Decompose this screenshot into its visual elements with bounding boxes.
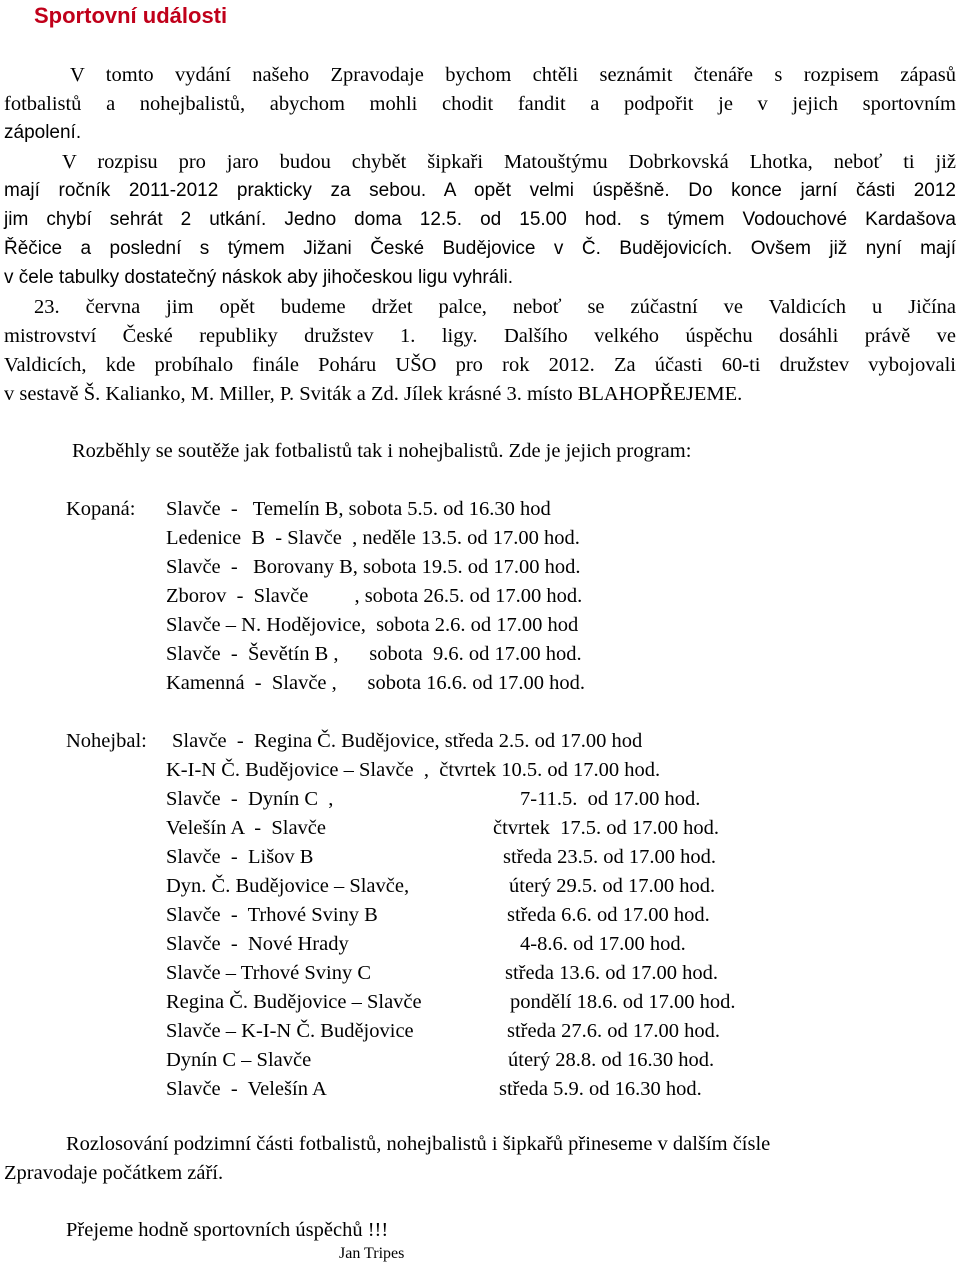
paragraph-line: zápolení. [4, 122, 82, 143]
nohejbal-match: Slavče – K-I-N Č. Budějovice [166, 1020, 414, 1042]
nohejbal-match: Slavče - Velešín A [166, 1078, 327, 1100]
paragraph-line: V tomto vydání našeho Zpravodaje bychom chtěli seznámit čtenáře s rozpisem zápasů [70, 64, 956, 86]
nohejbal-match: Slavče - Trhové Sviny B [166, 904, 378, 926]
football-match: Slavče - Borovany B, sobota 19.5. od 17.00 hod. [166, 556, 581, 578]
nohejbal-match: Slavče – Trhové Sviny C [166, 962, 372, 984]
nohejbal-match-time: pondělí 18.6. od 17.00 hod. [510, 991, 736, 1013]
nohejbal-match-time: středa 27.6. od 17.00 hod. [507, 1020, 720, 1042]
paragraph-line: v sestavě Š. Kalianko, M. Miller, P. Sviták a Zd. Jílek krásné 3. místo BLAHOPŘEJEME. [4, 383, 743, 405]
closing-line: Zpravodaje počátkem září. [4, 1162, 224, 1184]
paragraph-line: 23. června jim opět budeme držet palce, neboť se zúčastní ve Valdicích u Jičína [34, 296, 956, 318]
nohejbal-match-time: úterý 29.5. od 17.00 hod. [509, 875, 716, 897]
football-match: Slavče – N. Hodějovice, sobota 2.6. od 17.00 hod [166, 614, 579, 636]
schedule-intro: Rozběhly se soutěže jak fotbalistů tak i nohejbalistů. Zde je jejich program: [72, 440, 692, 462]
nohejbal-match-time: středa 5.9. od 16.30 hod. [499, 1078, 702, 1100]
football-match: Slavče - Temelín B, sobota 5.5. od 16.30 hod [166, 498, 551, 520]
wish-line: Přejeme hodně sportovních úspěchů !!! [66, 1219, 389, 1241]
nohejbal-match-time: úterý 28.8. od 16.30 hod. [508, 1049, 715, 1071]
nohejbal-match-time: 7-11.5. od 17.00 hod. [520, 788, 701, 810]
nohejbal-match: K-I-N Č. Budějovice – Slavče , čtvrtek 10.5. od 17.00 hod. [166, 759, 661, 781]
nohejbal-match: Slavče - Lišov B [166, 846, 314, 868]
nohejbal-match: Slavče - Regina Č. Budějovice, středa 2.5. od 17.00 hod [172, 730, 643, 752]
nohejbal-match-time: čtvrtek 17.5. od 17.00 hod. [493, 817, 720, 839]
football-label: Kopaná: [66, 498, 136, 520]
nohejbal-match: Slavče - Dynín C , [166, 788, 334, 810]
nohejbal-match: Regina Č. Budějovice – Slavče [166, 991, 422, 1013]
paragraph-line: Řěčice a poslední s týmem Jižani České Budějovice v Č. Budějovicích. Ovšem již nyní mají [4, 238, 956, 259]
paragraph-line: mistrovství České republiky družstev 1. ligy. Dalšího velkého úspěchu dosáhli právě ve [4, 325, 956, 347]
paragraph-line: v čele tabulky dostatečný náskok aby jihočeskou ligu vyhráli. [4, 267, 514, 288]
paragraph-line: jim chybí sehrát 2 utkání. Jedno doma 12.5. od 15.00 hod. s týmem Vodouchové Kardašova [4, 209, 956, 230]
football-match: Slavče - Ševětín B , sobota 9.6. od 17.00 hod. [166, 643, 582, 665]
paragraph-line: fotbalistů a nohejbalistů, abychom mohli chodit fandit a podpořit je v jejich sportovním [4, 93, 956, 115]
nohejbal-match: Dyn. Č. Budějovice – Slavče, [166, 875, 410, 897]
nohejbal-match: Dynín C – Slavče [166, 1049, 312, 1071]
football-match: Ledenice B - Slavče , neděle 13.5. od 17.00 hod. [166, 527, 580, 549]
football-match: Kamenná - Slavče , sobota 16.6. od 17.00 hod. [166, 672, 586, 694]
paragraph-line: V rozpisu pro jaro budou chybět šipkaři Matouštýmu Dobrkovská Lhotka, neboť ti již [62, 151, 956, 173]
nohejbal-label: Nohejbal: [66, 730, 147, 752]
paragraph-line: mají ročník 2011-2012 prakticky za sebou. A opět velmi úspěšně. Do konce jarní části 2012 [4, 180, 956, 201]
nohejbal-match-time: středa 6.6. od 17.00 hod. [507, 904, 710, 926]
paragraph-line: Valdicích, kde probíhalo finále Poháru UŠO pro rok 2012. Za účasti 60-ti družstev vybojovali [4, 354, 956, 376]
closing-line: Rozlosování podzimní části fotbalistů, nohejbalistů i šipkařů přineseme v dalším čísle [66, 1133, 771, 1155]
nohejbal-match: Slavče - Nové Hrady [166, 933, 349, 955]
signature: Jan Tripes [339, 1245, 405, 1262]
nohejbal-match-time: středa 23.5. od 17.00 hod. [503, 846, 716, 868]
football-match: Zborov - Slavče , sobota 26.5. od 17.00 hod. [166, 585, 583, 607]
nohejbal-match: Velešín A - Slavče [166, 817, 326, 839]
nohejbal-match-time: 4-8.6. od 17.00 hod. [520, 933, 686, 955]
nohejbal-match-time: středa 13.6. od 17.00 hod. [505, 962, 718, 984]
article-title: Sportovní události [34, 3, 228, 28]
